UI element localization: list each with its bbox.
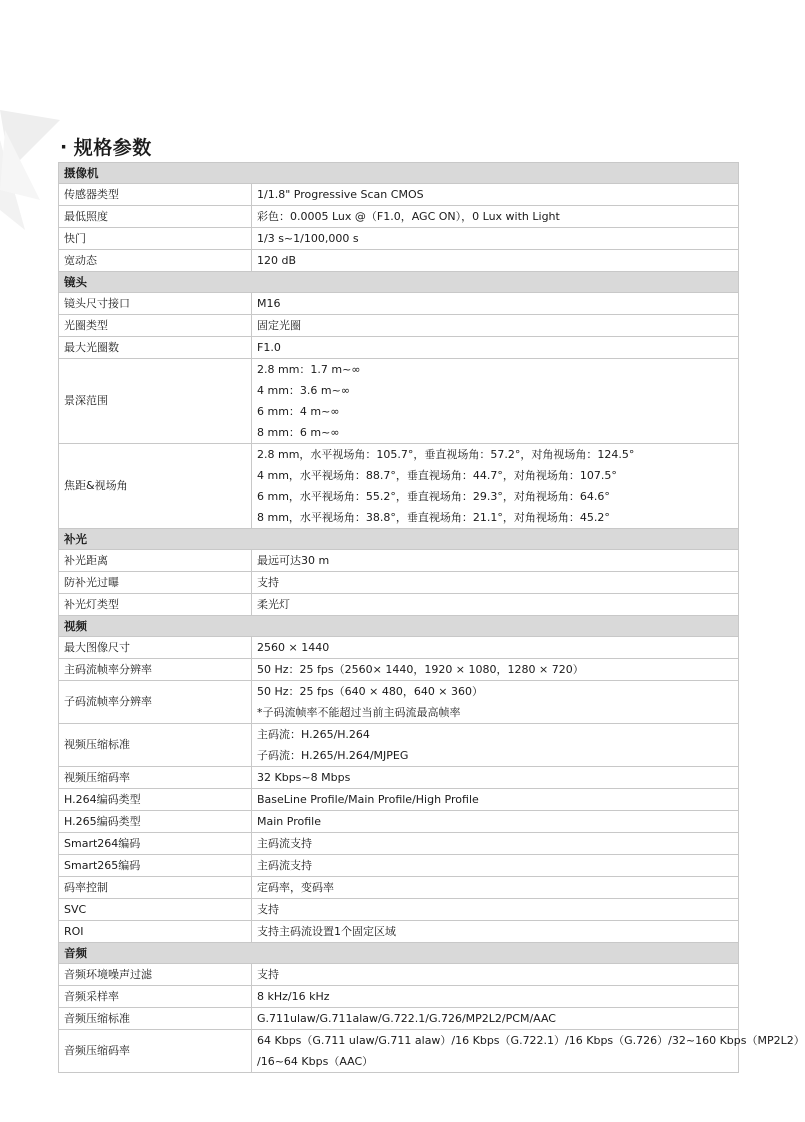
spec-value [252,767,739,789]
section-title: 音频 [59,943,739,964]
spec-value-line: 8 mm：6 m~∞ [257,426,340,439]
spec-row [59,315,739,337]
spec-row [59,550,739,572]
spec-label: 最大图像尺寸 [59,637,252,659]
spec-value-line: F1.0 [257,341,281,354]
spec-row [59,572,739,594]
spec-value-line: 6 mm：4 m~∞ [257,405,340,418]
spec-value-line: 64 Kbps（G.711 ulaw/G.711 alaw）/16 Kbps（G.722.1）/16 Kbps（G.726）/32~160 Kbps（MP2L2） [257,1034,805,1047]
spec-row [59,833,739,855]
spec-row [59,359,739,444]
spec-label: 防补光过曝 [59,572,252,594]
spec-value-line: 4 mm，水平视场角：88.7°，垂直视场角：44.7°，对角视场角：107.5° [257,469,617,482]
spec-value [252,789,739,811]
section-title: 摄像机 [59,163,739,184]
spec-row [59,724,739,767]
spec-value [252,833,739,855]
spec-value [252,659,739,681]
section-title: 补光 [59,529,739,550]
spec-value [252,681,739,724]
spec-row [59,767,739,789]
spec-value-line: 支持主码流设置1个固定区域 [257,925,396,938]
spec-value-line: 32 Kbps~8 Mbps [257,771,351,784]
spec-value [252,444,739,529]
spec-row [59,855,739,877]
spec-value [252,877,739,899]
spec-value-line: 4 mm：3.6 m~∞ [257,384,351,397]
spec-value [252,811,739,833]
spec-value-line: 支持 [257,576,279,589]
spec-label: 音频环境噪声过滤 [59,964,252,986]
spec-row [59,228,739,250]
spec-value-line: 主码流支持 [257,837,312,850]
spec-value-line: 彩色：0.0005 Lux @（F1.0，AGC ON），0 Lux with Light [257,210,560,223]
spec-value-line: 支持 [257,968,279,981]
spec-value [252,184,739,206]
spec-label: H.264编码类型 [59,789,252,811]
spec-row [59,637,739,659]
spec-row [59,986,739,1008]
spec-row [59,337,739,359]
spec-value-line: 支持 [257,903,279,916]
spec-value-line: 柔光灯 [257,598,290,611]
section-header-row [59,616,739,637]
spec-label: 传感器类型 [59,184,252,206]
spec-value [252,206,739,228]
spec-row [59,293,739,315]
spec-row [59,444,739,529]
spec-label: 音频压缩码率 [59,1030,252,1073]
section-heading [60,133,152,160]
spec-row [59,789,739,811]
spec-label: 主码流帧率分辨率 [59,659,252,681]
spec-row [59,921,739,943]
spec-value-line: 6 mm，水平视场角：55.2°，垂直视场角：29.3°，对角视场角：64.6° [257,490,610,503]
spec-value-line: M16 [257,297,281,310]
spec-label: 最大光圈数 [59,337,252,359]
spec-value-line: 最远可达30 m [257,554,330,567]
spec-value [252,359,739,444]
spec-label: H.265编码类型 [59,811,252,833]
spec-value [252,550,739,572]
spec-table [58,162,805,1073]
spec-label: 光圈类型 [59,315,252,337]
spec-row [59,964,739,986]
spec-row [59,877,739,899]
spec-value-line: 固定光圈 [257,319,301,332]
spec-value [252,1008,739,1030]
spec-label: 音频采样率 [59,986,252,1008]
spec-value-line: *子码流帧率不能超过当前主码流最高帧率 [257,706,461,719]
spec-value-line: 120 dB [257,254,297,267]
section-header-row [59,163,739,184]
spec-value [252,250,739,272]
spec-value-line: Main Profile [257,815,321,828]
spec-value-line: BaseLine Profile/Main Profile/High Profile [257,793,479,806]
spec-value-line: 主码流：H.265/H.264 [257,728,370,741]
spec-value-line: G.711ulaw/G.711alaw/G.722.1/G.726/MP2L2/PCM/AAC [257,1012,556,1025]
spec-value [252,855,739,877]
spec-value [252,921,739,943]
spec-label: 音频压缩标准 [59,1008,252,1030]
section-header-row [59,529,739,550]
spec-value-line: 1/1.8" Progressive Scan CMOS [257,188,424,201]
spec-value-line: 50 Hz：25 fps（2560× 1440，1920 × 1080，1280 × 720） [257,663,584,676]
spec-value-line: 1/3 s~1/100,000 s [257,232,359,245]
spec-row [59,594,739,616]
spec-label: SVC [59,899,252,921]
spec-value [252,899,739,921]
spec-label: 最低照度 [59,206,252,228]
spec-row [59,1030,739,1073]
spec-value-line: 2.8 mm，水平视场角：105.7°，垂直视场角：57.2°，对角视场角：124.5° [257,448,635,461]
spec-row [59,681,739,724]
spec-label: 子码流帧率分辨率 [59,681,252,724]
spec-value-line: 2.8 mm：1.7 m~∞ [257,363,361,376]
spec-value [252,228,739,250]
spec-value [252,315,739,337]
spec-row [59,1008,739,1030]
spec-row [59,899,739,921]
spec-value [252,637,739,659]
spec-value-line: 主码流支持 [257,859,312,872]
spec-label: 码率控制 [59,877,252,899]
spec-value-line: 定码率，变码率 [257,881,334,894]
spec-value [252,724,739,767]
spec-row [59,206,739,228]
spec-value-line: 子码流：H.265/H.264/MJPEG [257,749,409,762]
spec-row [59,659,739,681]
spec-label: 补光距离 [59,550,252,572]
spec-label: 宽动态 [59,250,252,272]
spec-label: 视频压缩标准 [59,724,252,767]
section-title: 视频 [59,616,739,637]
spec-value [252,594,739,616]
page-title: 规格参数 [73,137,152,159]
spec-value-line: /16~64 Kbps（AAC） [257,1055,374,1068]
section-title: 镜头 [59,272,739,293]
spec-value [252,293,739,315]
spec-label: ROI [59,921,252,943]
spec-value-line: 8 kHz/16 kHz [257,990,330,1003]
spec-label: Smart264编码 [59,833,252,855]
spec-label: 镜头尺寸接口 [59,293,252,315]
spec-value-line: 8 mm，水平视场角：38.8°，垂直视场角：21.1°，对角视场角：45.2° [257,511,610,524]
spec-value [252,964,739,986]
spec-value-line: 50 Hz：25 fps（640 × 480，640 × 360） [257,685,484,698]
section-header-row [59,272,739,293]
spec-value [252,572,739,594]
spec-row [59,250,739,272]
spec-value [252,986,739,1008]
spec-label: 焦距&视场角 [59,444,252,529]
spec-row [59,184,739,206]
spec-value-line: 2560 × 1440 [257,641,330,654]
spec-label: 视频压缩码率 [59,767,252,789]
heading-bullet: · [60,135,68,158]
spec-label: Smart265编码 [59,855,252,877]
spec-row [59,811,739,833]
spec-label: 补光灯类型 [59,594,252,616]
spec-value [252,1030,805,1073]
spec-value [252,337,739,359]
section-header-row [59,943,739,964]
spec-label: 景深范围 [59,359,252,444]
spec-label: 快门 [59,228,252,250]
